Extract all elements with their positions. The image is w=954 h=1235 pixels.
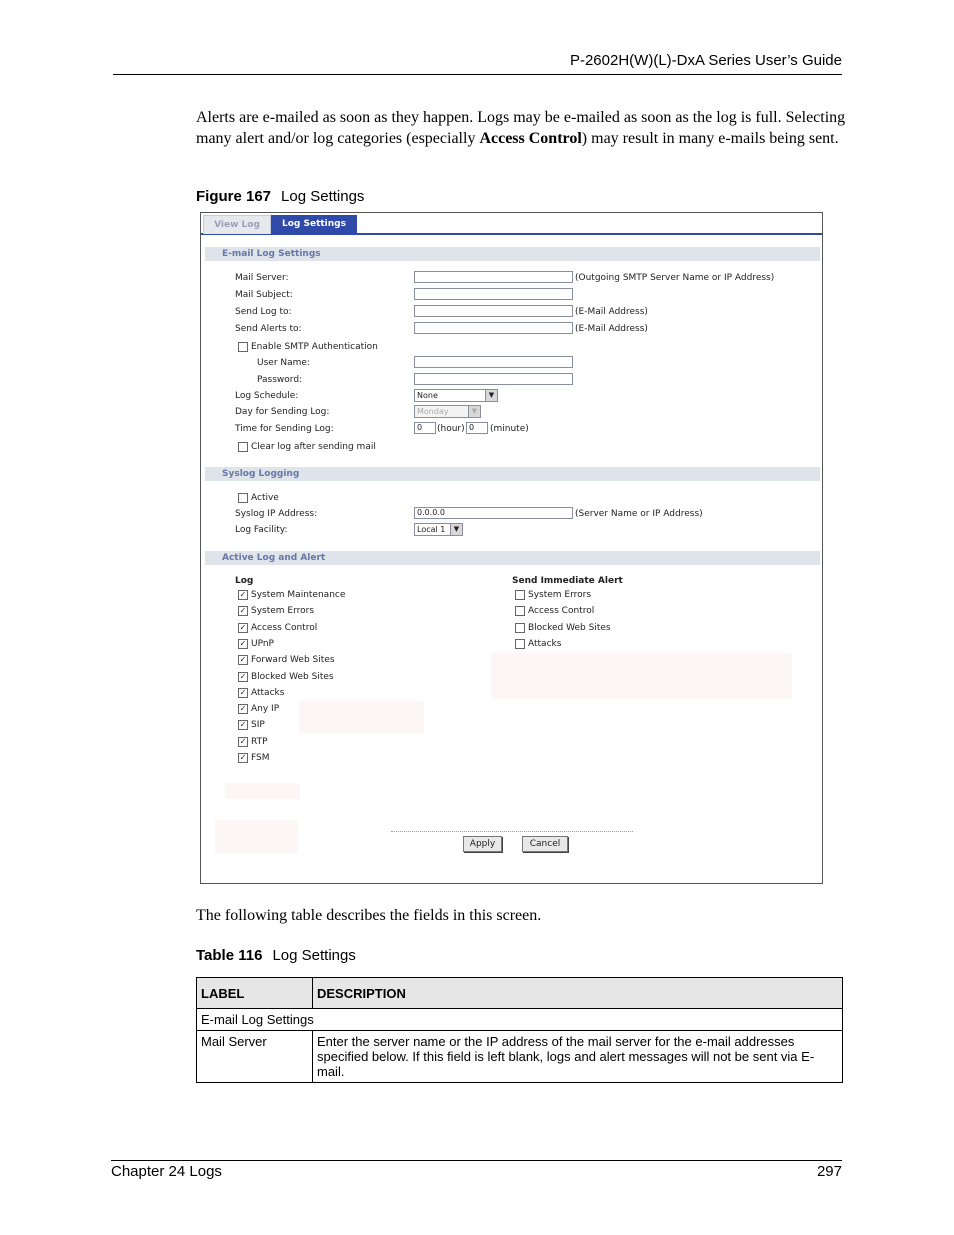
table-row <box>197 1031 843 1083</box>
log-item-checkbox[interactable]: ✓ <box>239 720 247 730</box>
syslog-active-checkbox[interactable] <box>238 493 248 503</box>
page-number: 297 <box>816 1163 842 1180</box>
mail-server-label: Mail Server: <box>235 273 289 283</box>
table-number: Table 116 <box>196 947 263 964</box>
alert-item-checkbox[interactable] <box>515 623 525 633</box>
log-item-label: System Maintenance <box>251 590 346 600</box>
clear-log-label: Clear log after sending mail <box>251 442 376 452</box>
log-item-checkbox[interactable]: ✓ <box>239 736 247 746</box>
figure-caption <box>196 188 364 205</box>
description-cell: Enter the server name or the IP address of the mail server for the e-mail addresses specified below. If this field is left blank, logs and alert messages will not be sent via E-mail. <box>313 1031 843 1083</box>
email-section-header: E-mail Log Settings <box>205 247 820 261</box>
alert-item-label: System Errors <box>528 590 592 600</box>
figure-title: Log Settings <box>281 188 365 205</box>
user-name-input[interactable] <box>414 356 573 368</box>
log-schedule-select[interactable] <box>414 389 498 402</box>
syslog-section-header: Syslog Logging <box>205 467 820 481</box>
log-facility-label: Log Facility: <box>235 525 288 535</box>
log-item-label: Forward Web Sites <box>251 655 335 666</box>
mail-subject-label: Mail Subject: <box>235 290 293 300</box>
label-cell: Mail Server <box>197 1031 313 1083</box>
log-item-label: Blocked Web Sites <box>251 671 334 682</box>
day-select[interactable] <box>414 405 481 418</box>
table-caption <box>196 947 356 964</box>
blank-area <box>215 820 298 853</box>
log-item-checkbox[interactable]: ✓ <box>239 671 247 681</box>
intro-text-2: ) may result in many e-mails being sent. <box>581 130 839 147</box>
mail-server-input[interactable] <box>414 271 573 283</box>
page-footer <box>111 1160 842 1180</box>
chevron-down-icon: ▼ <box>450 524 462 535</box>
blank-area <box>491 653 792 699</box>
hour-input[interactable]: 0 <box>414 422 436 434</box>
figure-number: Figure 167 <box>196 188 272 205</box>
log-item-label: Attacks <box>251 687 285 698</box>
divider <box>391 831 633 832</box>
chevron-down-icon: ▼ <box>485 390 497 401</box>
log-item-label: System Errors <box>251 606 315 617</box>
alert-item-checkbox[interactable] <box>515 606 525 616</box>
tab-log-settings[interactable]: Log Settings <box>271 215 357 233</box>
log-item-checkbox[interactable]: ✓ <box>239 622 247 632</box>
blank-area <box>225 783 300 799</box>
log-column-heading: Log <box>235 576 254 586</box>
intro-bold: Access Control <box>479 130 582 147</box>
day-label: Day for Sending Log: <box>235 407 330 417</box>
tab-view-log[interactable]: View Log <box>203 215 271 234</box>
hour-label: (hour) <box>437 424 465 434</box>
column-header: DESCRIPTION <box>313 978 843 1009</box>
smtp-auth-checkbox[interactable] <box>238 342 248 352</box>
log-item-label: FSM <box>251 753 270 763</box>
alert-column-heading: Send Immediate Alert <box>512 576 623 586</box>
syslog-ip-input[interactable]: 0.0.0.0 <box>414 507 573 519</box>
log-item-label: RTP <box>251 736 268 747</box>
send-alerts-label: Send Alerts to: <box>235 324 302 334</box>
cancel-button[interactable]: Cancel <box>522 836 568 852</box>
log-facility-value: Local 1 <box>417 525 446 534</box>
column-header: LABEL <box>197 978 313 1009</box>
section-cell: E-mail Log Settings <box>197 1009 843 1031</box>
mail-subject-input[interactable] <box>414 288 573 300</box>
log-item-checkbox[interactable]: ✓ <box>239 638 247 648</box>
log-facility-select[interactable] <box>414 523 463 536</box>
password-input[interactable] <box>414 373 573 385</box>
body-text: The following table describes the fields in this screen. <box>196 907 542 924</box>
blank-area <box>299 701 424 733</box>
log-item-checkbox[interactable]: ✓ <box>239 606 247 616</box>
page-header <box>113 50 842 75</box>
send-log-label: Send Log to: <box>235 307 292 317</box>
syslog-active-label: Active <box>251 493 279 503</box>
syslog-ip-hint: (Server Name or IP Address) <box>575 509 703 519</box>
alert-section-header: Active Log and Alert <box>205 551 820 565</box>
send-alerts-hint: (E-Mail Address) <box>575 324 648 334</box>
intro-text-1: Alerts are e-mailed as soon as they happen. Logs may be e-mailed as soon as the log is full. Selecting many alert and/or log categories (especially <box>196 109 846 147</box>
user-name-label: User Name: <box>257 358 310 368</box>
log-item-checkbox[interactable]: ✓ <box>239 704 247 714</box>
clear-log-checkbox[interactable] <box>238 442 248 452</box>
table-header-row <box>197 978 843 1009</box>
alert-item-checkbox[interactable] <box>515 639 525 649</box>
syslog-ip-label: Syslog IP Address: <box>235 509 318 519</box>
log-schedule-value: None <box>417 391 438 400</box>
log-item-checkbox[interactable]: ✓ <box>239 655 247 665</box>
day-value: Monday <box>417 407 449 416</box>
table-title: Log Settings <box>272 947 356 964</box>
intro-paragraph <box>196 107 846 149</box>
minute-label: (minute) <box>490 424 529 434</box>
apply-button[interactable]: Apply <box>463 836 502 852</box>
log-item-checkbox[interactable]: ✓ <box>239 753 247 762</box>
log-schedule-label: Log Schedule: <box>235 391 299 401</box>
table-section-row <box>197 1009 843 1031</box>
send-log-input[interactable] <box>414 305 573 317</box>
field-description-table <box>196 977 843 1083</box>
alert-item-label: Attacks <box>528 638 562 649</box>
log-item-label: Any IP <box>251 704 280 715</box>
guide-title: P-2602H(W)(L)-DxA Series User’s Guide <box>569 52 842 69</box>
alert-item-checkbox[interactable] <box>515 590 525 600</box>
chevron-down-icon: ▼ <box>468 406 480 417</box>
time-label: Time for Sending Log: <box>235 424 334 434</box>
smtp-auth-label: Enable SMTP Authentication <box>251 342 378 352</box>
log-item-label: Access Control <box>251 622 318 633</box>
log-item-checkbox[interactable]: ✓ <box>239 590 247 599</box>
send-log-hint: (E-Mail Address) <box>575 307 648 317</box>
password-label: Password: <box>257 375 303 385</box>
mail-server-hint: (Outgoing SMTP Server Name or IP Address) <box>575 273 775 283</box>
log-item-checkbox[interactable]: ✓ <box>239 687 247 697</box>
log-settings-screenshot <box>200 212 823 884</box>
log-item-label: UPnP <box>251 638 274 649</box>
alert-item-label: Blocked Web Sites <box>528 622 611 633</box>
send-alerts-input[interactable] <box>414 322 573 334</box>
chapter-label: Chapter 24 Logs <box>111 1163 222 1180</box>
minute-input[interactable]: 0 <box>466 422 488 434</box>
tab-bar <box>201 213 822 235</box>
log-item-label: SIP <box>251 720 265 731</box>
alert-item-label: Access Control <box>528 606 595 617</box>
